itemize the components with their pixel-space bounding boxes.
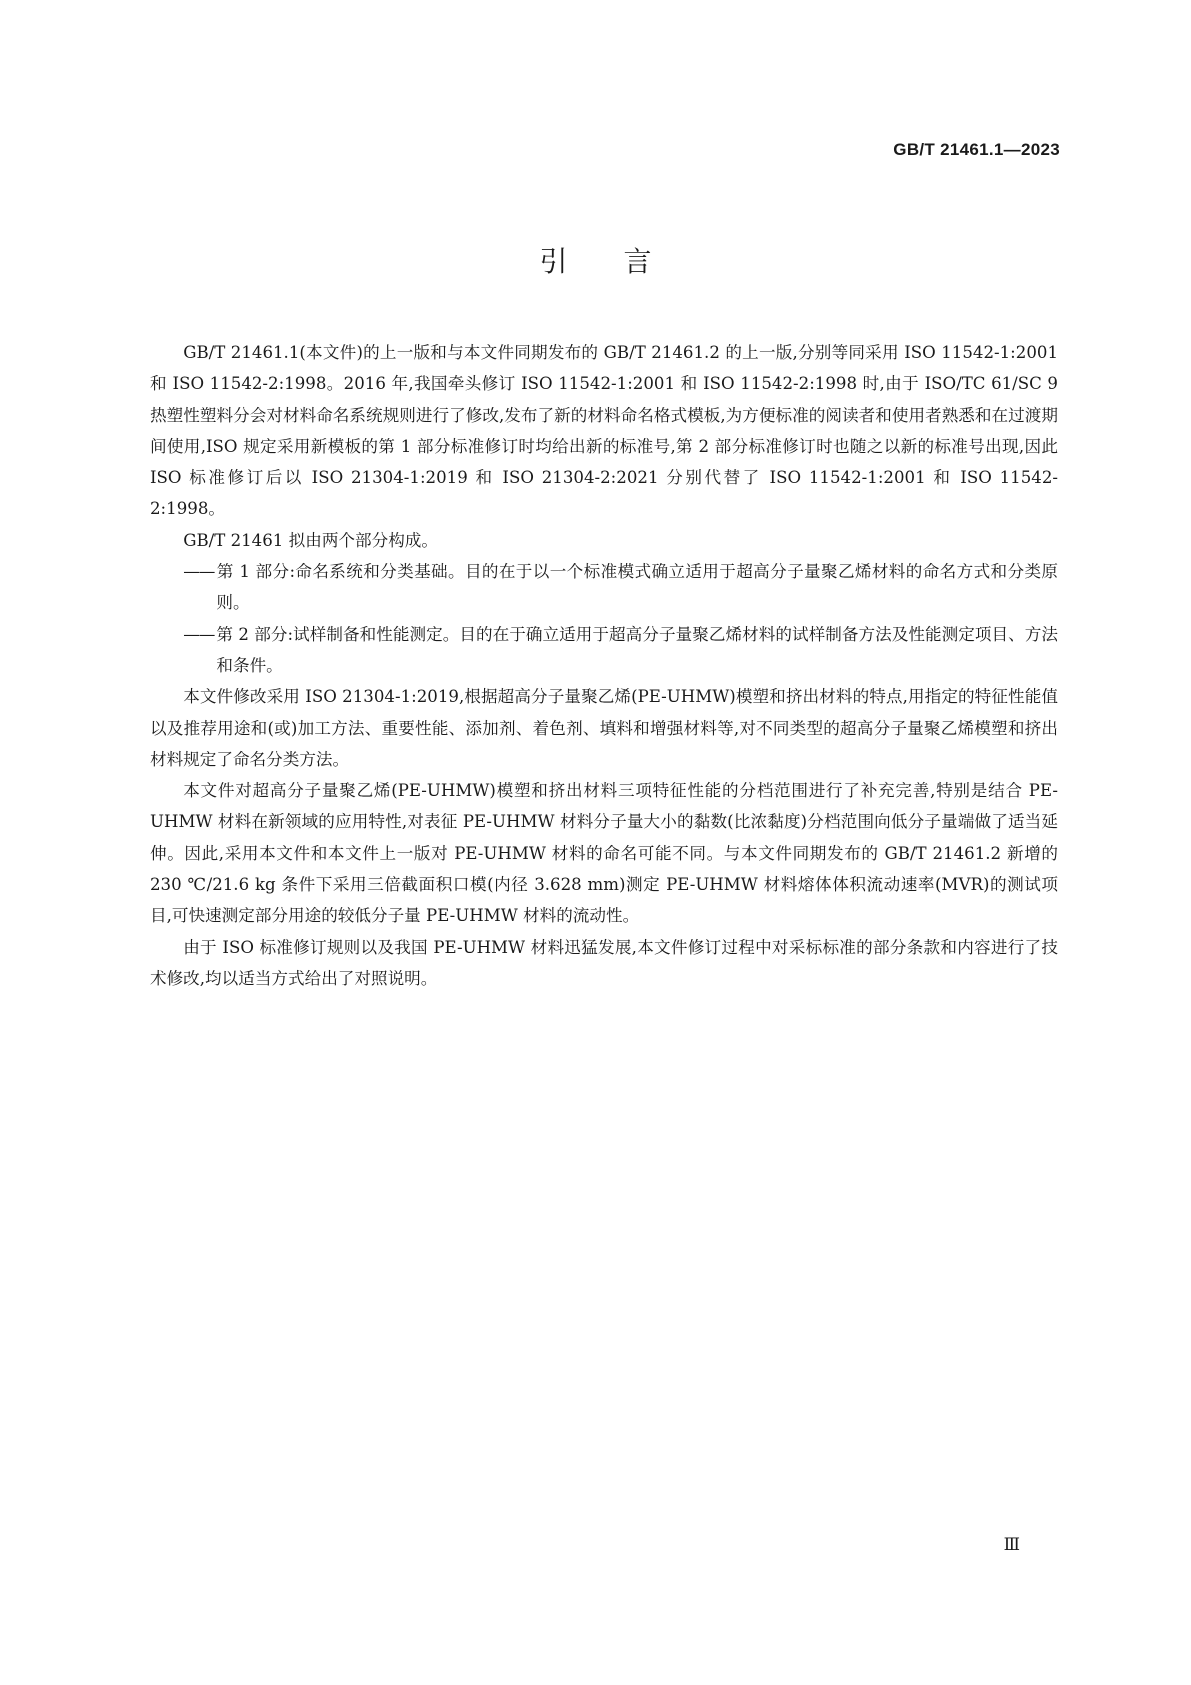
list-item-text: 第 1 部分:命名系统和分类基础。目的在于以一个标准模式确立适用于超高分子量聚乙烯材料的命名方式和分类原则。 (216, 562, 1058, 613)
paragraph-technical-changes: 由于 ISO 标准修订规则以及我国 PE-UHMW 材料迅猛发展,本文件修订过程中对采标标准的部分条款和内容进行了技术修改,均以适当方式给出了对照说明。 (150, 937, 1058, 988)
page-number: Ⅲ (1003, 1535, 1020, 1554)
paragraph-improvements: 本文件对超高分子量聚乙烯(PE-UHMW)模塑和挤出材料三项特征性能的分档范围进行了补充完善,特别是结合 PE-UHMW 材料在新领域的应用特性,对表征 PE-UHMW 材料分子量大小的黏数(比浓黏度)分档范围向低分子量端做了适当延伸。因此,采用本文件和本文件上一版对 PE-UHMW 材料的命名可能不同。与本文件同期发布的 GB/T 21461.2 新增的 230 ℃/21.6 kg 条件下采用三倍截面积口模(内径 3.628 mm)测定 PE-UHMW 材料熔体体积流动速率(MVR)的测试项目,可快速测定部分用途的较低分子量 PE-UHMW 材料的流动性。 (150, 781, 1058, 926)
list-dash: —— (183, 624, 215, 644)
paragraph-structure: GB/T 21461 拟由两个部分构成。 (183, 530, 438, 550)
list-item-part-2 (150, 619, 1058, 682)
introduction-body (150, 337, 1058, 994)
document-code: GB/T 21461.1—2023 (893, 140, 1060, 159)
list-dash: —— (183, 562, 215, 582)
paragraph-history: GB/T 21461.1(本文件)的上一版和与本文件同期发布的 GB/T 21461.2 的上一版,分别等同采用 ISO 11542-1:2001 和 ISO 11542-2:1998。2016 年,我国牵头修订 ISO 11542-1:2001 和 ISO 11542-2:1998 时,由于 ISO/TC 61/SC 9 热塑性塑料分会对材料命名系统规则进行了修改,发布了新的材料命名格式模板,为方便标准的阅读者和使用者熟悉和在过渡期间使用,ISO 规定采用新模板的第 1 部分标准修订时均给出新的标准号,第 2 部分标准修订时也随之以新的标准号出现,因此 ISO 标准修订后以 ISO 21304-1:2019 和 ISO 21304-2:2021 分别代替了 ISO 11542-1:2001 和 ISO 11542-2:1998。 (150, 343, 1058, 519)
paragraph-adoption: 本文件修改采用 ISO 21304-1:2019,根据超高分子量聚乙烯(PE-UHMW)模塑和挤出材料的特点,用指定的特征性能值以及推荐用途和(或)加工方法、重要性能、添加剂、着色剂、填料和增强材料等,对不同类型的超高分子量聚乙烯模塑和挤出材料规定了命名分类方法。 (150, 687, 1058, 769)
list-item-text: 第 2 部分:试样制备和性能测定。目的在于确立适用于超高分子量聚乙烯材料的试样制备方法及性能测定项目、方法和条件。 (216, 624, 1058, 675)
list-item-part-1 (150, 556, 1058, 619)
section-title: 引言 (539, 245, 708, 278)
